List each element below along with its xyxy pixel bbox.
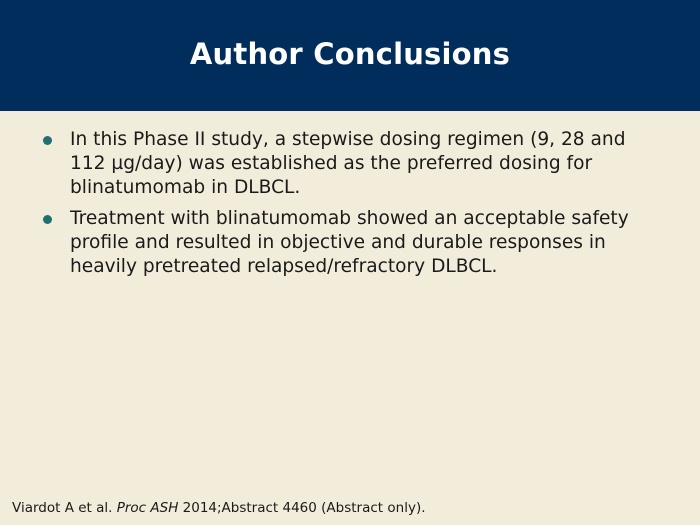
slide-header (0, 0, 700, 111)
bullet-text: Treatment with blinatumomab showed an acceptable safety profile and resulted in objective and durable responses in heavily pretreated relapsed/refractory DLBCL. (70, 208, 629, 277)
bullet-item (40, 128, 660, 200)
slide-content (40, 128, 660, 286)
citation-journal: Proc ASH (116, 500, 179, 516)
citation (12, 500, 426, 516)
bullet-text: In this Phase II study, a stepwise dosing regimen (9, 28 and 112 µg/day) was established as the preferred dosing for blinatumomab in DLBCL. (70, 129, 626, 198)
bullet-dot-icon (43, 215, 52, 224)
slide-title: Author Conclusions (189, 36, 511, 71)
bullet-dot-icon (43, 136, 52, 145)
citation-authors: Viardot A et al. (12, 500, 113, 516)
bullet-item (40, 207, 660, 279)
bullet-list (40, 128, 660, 279)
citation-details: 2014;Abstract 4460 (Abstract only). (182, 500, 426, 516)
